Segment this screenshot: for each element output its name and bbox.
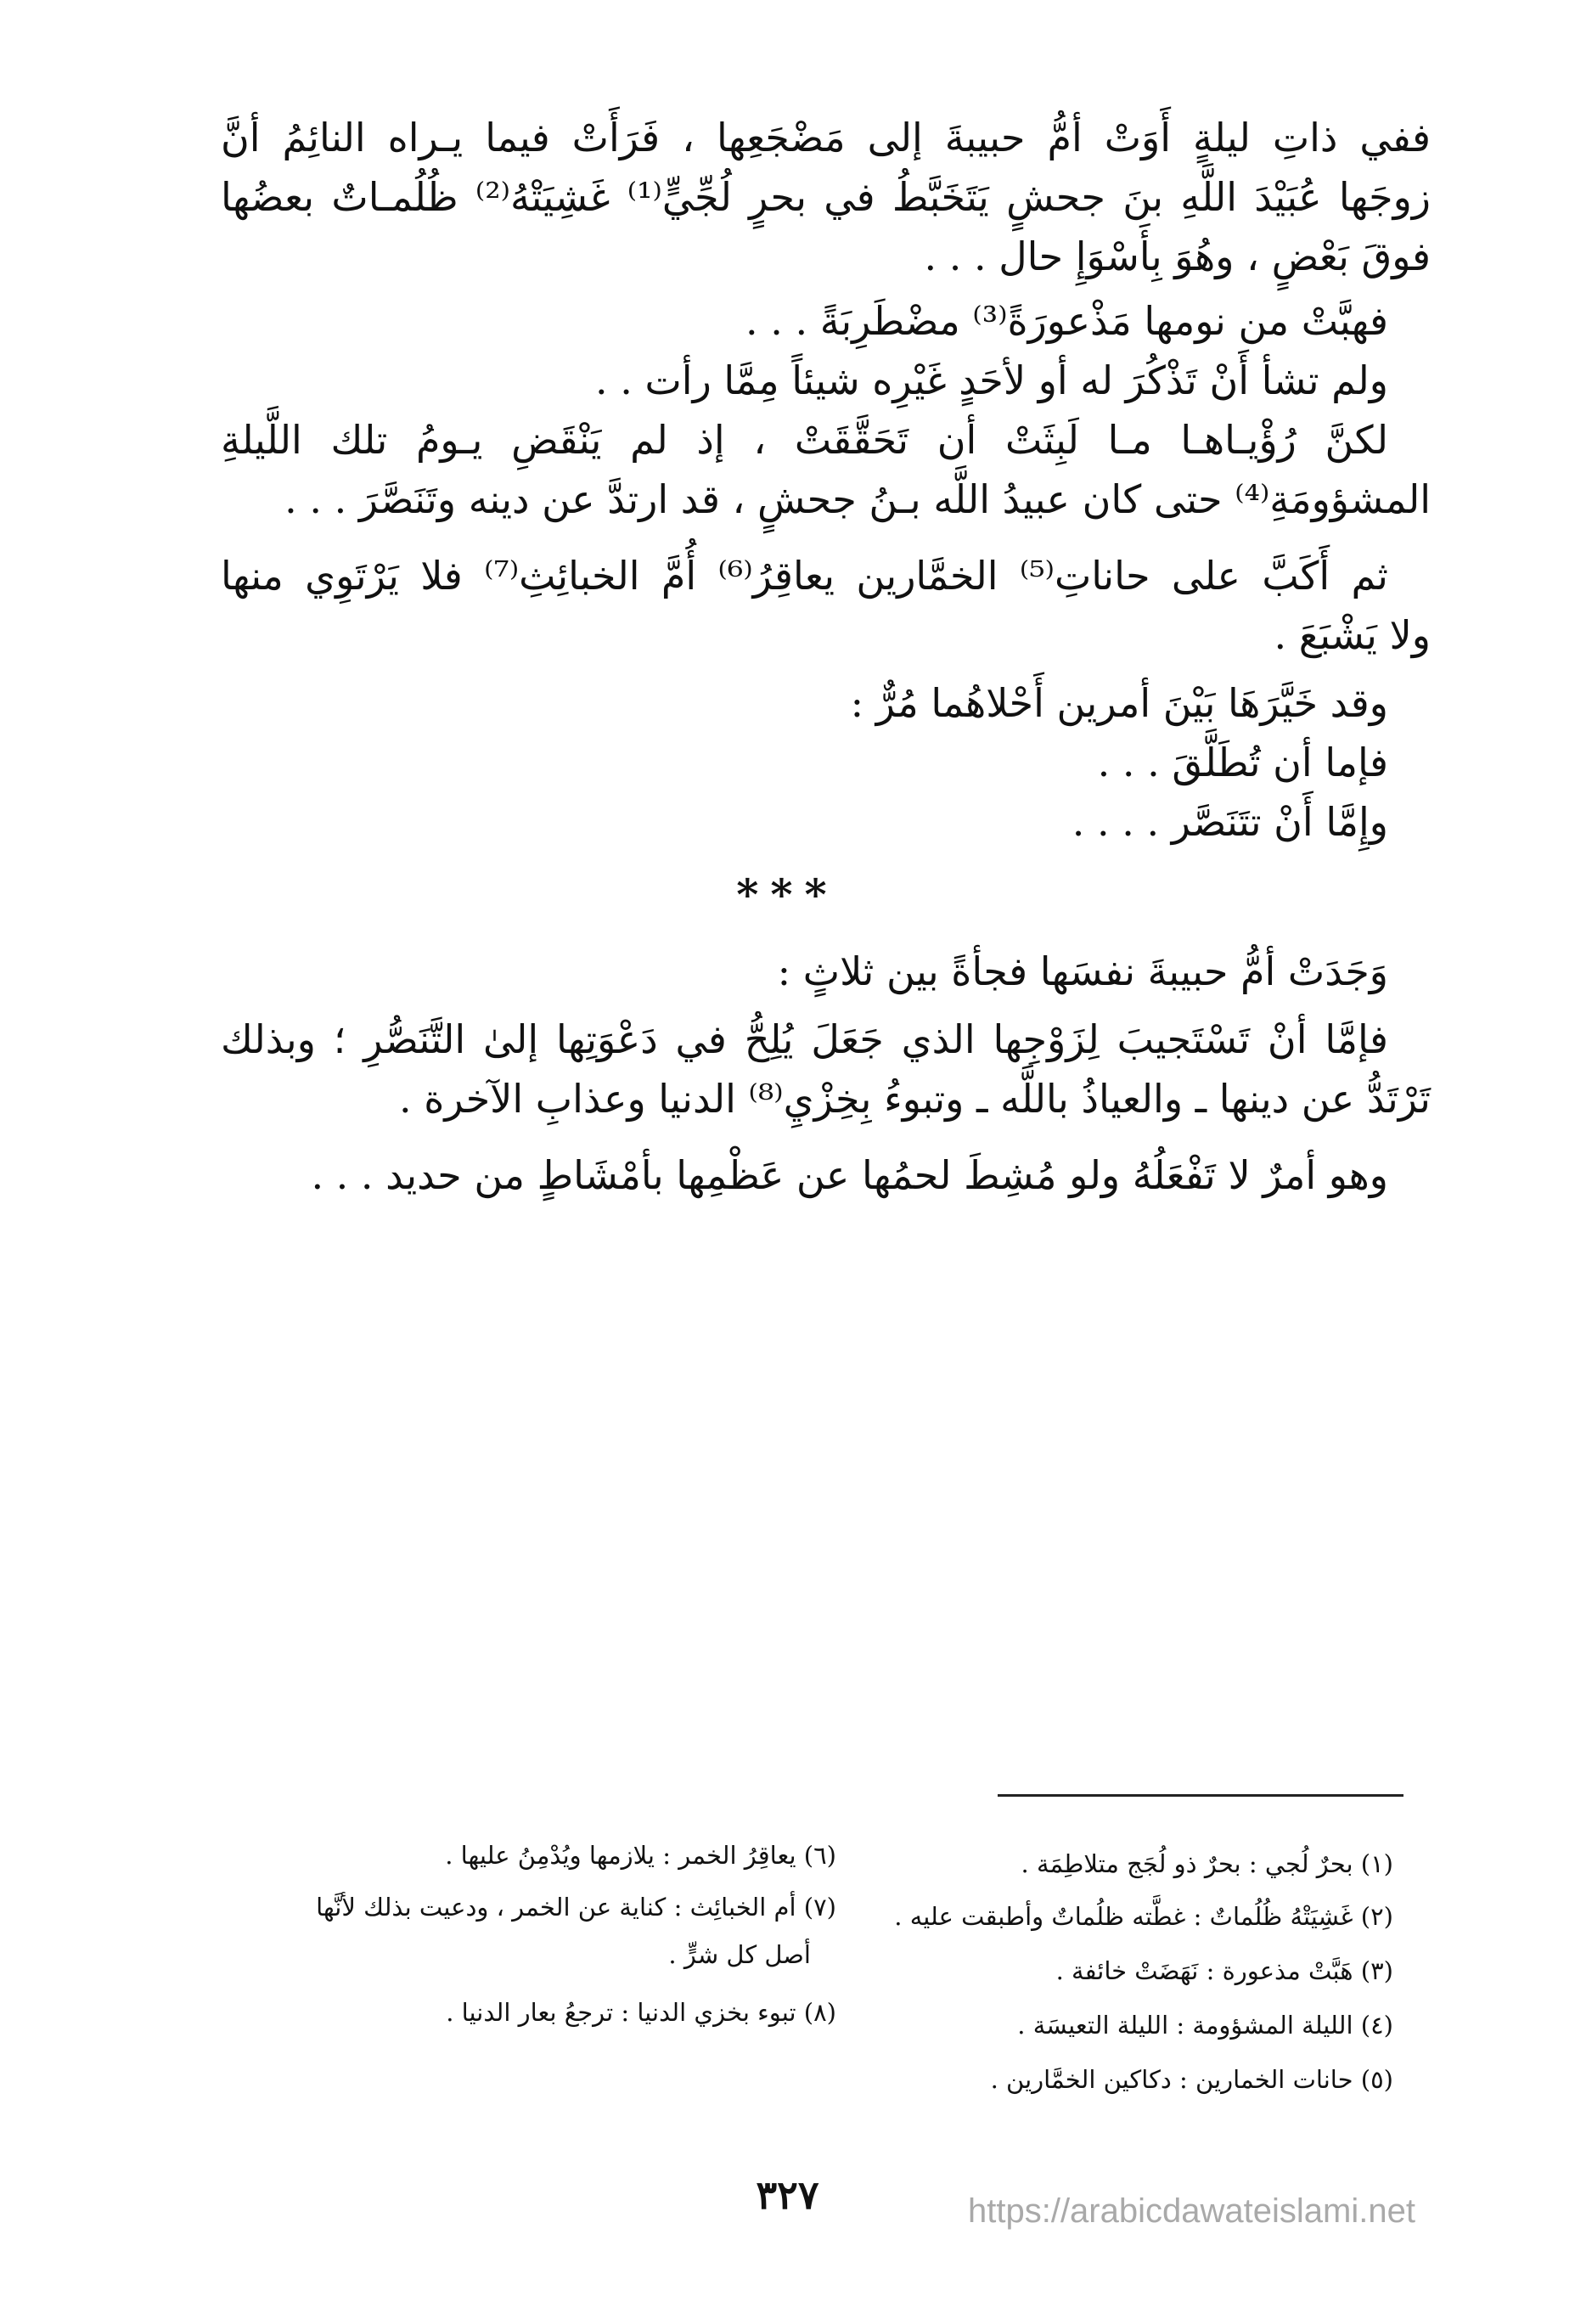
paragraph-line-2: زوجَها عُبَيْدَ اللَّهِ بنَ جحشٍ يَتَخَبَّطُ في بحرٍ لُجِّيٍّ⁽¹⁾ غَشِيَتْهُ⁽²⁾ ظُلُمـاتٌ بعضُها (221, 174, 1431, 220)
footnote-divider (998, 1794, 1403, 1797)
page-number: ٣٢٧ (756, 2172, 819, 2218)
footnote-6: (٦) يعاقِرُ الخمر : يلازمها ويُدْمِنُ عليها . (445, 1841, 836, 1870)
paragraph-line-7: المشؤومَةِ⁽⁴⁾ حتى كان عبيدُ اللَّه بـنُ جحشٍ ، قد ارتدَّ عن دينه وتَنَصَّرَ . . . (284, 476, 1431, 522)
paragraph-line-5: ولم تشأ أَنْ تَذْكُرَ له أو لأحَدٍ غَيْرِه شيئاً مِمَّا رأت . . (595, 357, 1388, 403)
footnote-8: (٨) تبوء بخزي الدنيا : ترجعُ بعار الدنيا . (446, 1998, 836, 2027)
paragraph-line-8: ثم أَكَبَّ على حاناتِ⁽⁵⁾ الخمَّارين يعاقِرُ⁽⁶⁾ أُمَّ الخبائِثِ⁽⁷⁾ فلا يَرْتَوِي منها (221, 553, 1388, 599)
footnote-4: (٤) الليلة المشؤومة : الليلة التعيسَة . (1017, 2011, 1393, 2040)
paragraph-line-11: فإما أن تُطَلَّقَ . . . (1097, 740, 1388, 785)
footnote-5: (٥) حانات الخمارين : دكاكين الخمَّارين . (990, 2065, 1393, 2094)
footnote-7: (٧) أم الخبائِث : كناية عن الخمر ، ودعيت بذلك لأنَّها (316, 1893, 836, 1922)
footnote-7-continued: أصل كل شرٍّ . (668, 1940, 811, 1969)
paragraph-line-9: ولا يَشْبَعَ . (1274, 612, 1431, 658)
paragraph-line-3: فوقَ بَعْضٍ ، وهُوَ بِأَسْوَإِ حال . . . (924, 234, 1431, 279)
paragraph-line-4: فهبَّتْ من نومها مَذْعورَةً⁽³⁾ مضْطَرِبَةً . . . (745, 298, 1388, 344)
footnote-3: (٣) هَبَّتْ مذعورة : نَهَضَتْ خائفة . (1055, 1956, 1393, 1985)
paragraph-line-15: تَرْتَدُّ عن دينها ـ والعياذُ باللَّه ـ وتبوءُ بِخِزْيِ⁽⁸⁾ الدنيا وعذابِ الآخرة . (398, 1076, 1431, 1122)
paragraph-line-6: لكنَّ رُؤْيـاهـا مـا لَبِثَتْ أن تَحَقَّقَتْ ، إذ لم يَنْقَضِ يـومُ تلك اللَّيلةِ (221, 417, 1388, 463)
paragraph-line-13: وَجَدَتْ أمُّ حبيبةَ نفسَها فجأةً بين ثلاثٍ : (777, 948, 1388, 994)
paragraph-line-16: وهو أمرٌ لا تَفْعَلُهُ ولو مُشِطَ لحمُها عن عَظْمِها بأمْشَاطٍ من حديد . . . (311, 1152, 1388, 1198)
paragraph-line-14: فإمَّا أنْ تَسْتَجيبَ لِزَوْجِها الذي جَعَلَ يُلِحُّ في دَعْوَتِها إلىٰ التَّنَصُّرِ ؛ وبذلك (221, 1016, 1388, 1062)
paragraph-line-12: وإِمَّا أَنْ تتَنَصَّر . . . . (1072, 799, 1388, 845)
paragraph-line-1: ففي ذاتِ ليلةٍ أَوَتْ أمُّ حبيبةَ إلى مَضْجَعِها ، فَرَأَتْ فيما يـراه النائِمُ أنَّ (221, 115, 1431, 160)
footnote-1: (١) بحرٌ لُجي : بحرٌ ذو لُجَج متلاطِمَة . (1021, 1849, 1393, 1878)
footnote-2: (٢) غَشِيَتْهُ ظُلُماتٌ : غطَّته ظلُماتٌ وأطبقت عليه . (894, 1902, 1393, 1931)
paragraph-line-10: وقد خَيَّرَهَا بَيْنَ أمرين أَحْلاهُما مُرٌّ : (850, 680, 1388, 726)
section-separator: *** (736, 869, 839, 920)
watermark-url: https://arabicdawateislami.net (968, 2192, 1415, 2230)
